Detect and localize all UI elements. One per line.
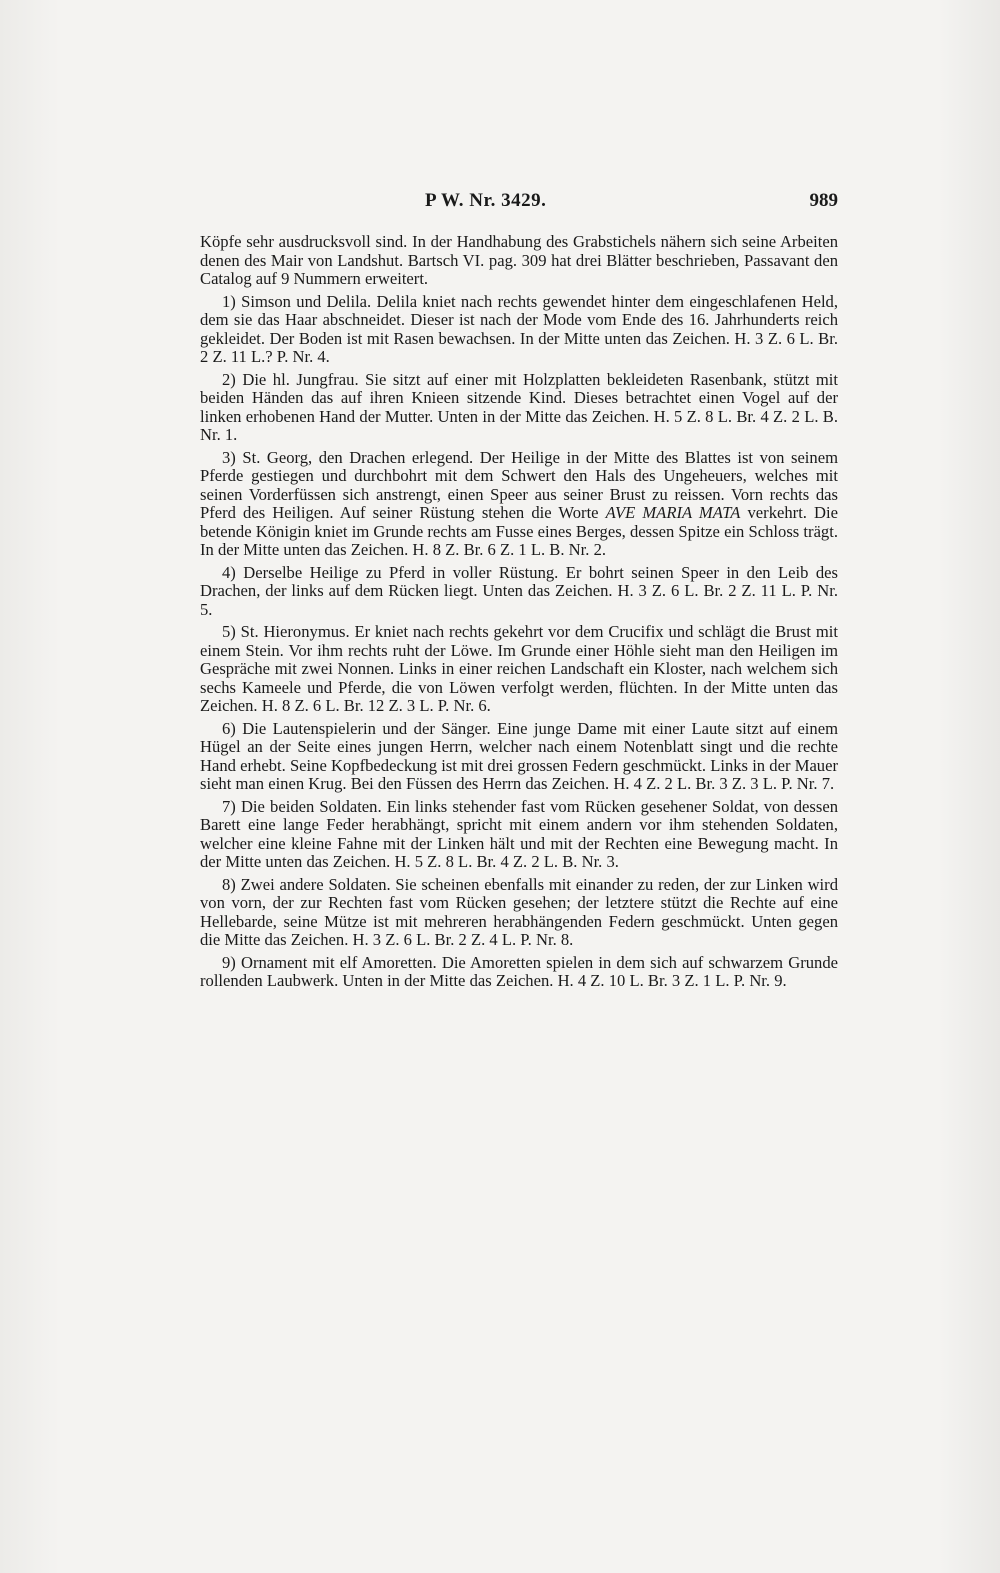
catalog-entry-3-part-2: verkehrt. Die betende Königin kniet im Grunde rechts am Fusse eines Berges, dessen Spitze ein Schloss trägt. In der Mitte unten das Zeichen. H. 8 Z. Br. 6 Z. 1 L. B. Nr. 2. bbox=[200, 503, 839, 559]
paragraph-intro: Köpfe sehr ausdrucksvoll sind. In der Handhabung des Grabstichels nähern sich seine Arbeiten denen des Mair von Landshut. Bartsch VI. pag. 309 hat drei Blätter beschrieben, Passavant den Catalog auf 9 Nummern erweitert. bbox=[200, 232, 838, 288]
page-header bbox=[200, 190, 838, 216]
catalog-entry-8: 8) Zwei andere Soldaten. Sie scheinen ebenfalls mit einander zu reden, der zur Linken wird von vorn, der zur Rechten fast vom Rücken gesehen; der letztere stützt die Rechte auf eine Hellebarde, seine Mütze ist mit mehreren herabhängenden Federn geschmückt. Unten gegen die Mitte das Zeichen. H. 3 Z. 6 L. Br. 2 Z. 4 L. P. Nr. 8. bbox=[200, 874, 838, 949]
inscription-text: AVE MARIA MATA bbox=[605, 503, 741, 522]
catalog-entry-4: 4) Derselbe Heilige zu Pferd in voller Rüstung. Er bohrt seinen Speer in den Leib des Drachen, der links auf dem Rücken liegt. Unten das Zeichen. H. 3 Z. 6 L. Br. 2 Z. 11 L. P. Nr. 5. bbox=[200, 562, 838, 619]
main-text bbox=[200, 233, 838, 995]
catalog-entry-3 bbox=[200, 449, 838, 560]
page-number: 989 bbox=[809, 190, 838, 211]
catalog-entry-7: 7) Die beiden Soldaten. Ein links stehender fast vom Rücken gesehener Soldat, von dessen Barett eine lange Feder herabhängt, spricht mit einem andern vor ihm stehenden Soldaten, welcher eine kleine Fahne mit der Linken hält und mit der Rechten eine Bewegung macht. In der Mitte unten das Zeichen. H. 5 Z. 8 L. Br. 4 Z. 2 L. B. Nr. 3. bbox=[200, 796, 838, 871]
catalog-entry-3-part-1: 3) St. Georg, den Drachen erlegend. Der Heilige in der Mitte des Blattes ist von seinem Pferde gestiegen und durchbohrt mit dem Schwert den Hals des Ungeheuers, welches mit seinen Vorderfüssen sich anstrengt, einen Speer aus seiner Brust zu reissen. Vorn rechts das Pferd des Heiligen. Auf seiner Rüstung stehen die Worte bbox=[200, 447, 838, 522]
catalog-entry-9: 9) Ornament mit elf Amoretten. Die Amoretten spielen in dem sich auf schwarzem Grunde rollenden Laubwerk. Unten in der Mitte das Zeichen. H. 4 Z. 10 L. Br. 3 Z. 1 L. P. Nr. 9. bbox=[200, 952, 838, 990]
catalog-entry-2: 2) Die hl. Jungfrau. Sie sitzt auf einer mit Holzplatten bekleideten Rasenbank, stützt mit beiden Händen das auf ihren Knieen sitzende Kind. Dieses betrachtet einen Vogel auf der linken erhobenen Hand der Mutter. Unten in der Mitte das Zeichen. H. 5 Z. 8 L. Br. 4 Z. 2 L. B. Nr. 1. bbox=[200, 369, 838, 444]
running-head: P W. Nr. 3429. bbox=[425, 190, 547, 211]
catalog-entry-6: 6) Die Lautenspielerin und der Sänger. Eine junge Dame mit einer Laute sitzt auf einem Hügel an der Seite eines jungen Herrn, welcher nach einem Notenblatt singt und die rechte Hand erhebt. Seine Kopfbedeckung ist mit drei grossen Federn geschmückt. Links in der Mauer sieht man einen Krug. Bei den Füssen des Herrn das Zeichen. H. 4 Z. 2 L. Br. 3 Z. 3 L. P. Nr. 7. bbox=[200, 718, 838, 793]
catalog-entry-5: 5) St. Hieronymus. Er kniet nach rechts gekehrt vor dem Crucifix und schlägt die Brust mit einem Stein. Vor ihm rechts ruht der Löwe. Im Grunde einer Höhle sieht man den Heiligen im Gespräche mit zwei Nonnen. Links in einer reichen Landschaft ein Kloster, nach welchem sich sechs Kameele und Pferde, die von Löwen verfolgt werden, flüchten. In der Mitte unten das Zeichen. H. 8 Z. 6 L. Br. 12 Z. 3 L. P. Nr. 6. bbox=[200, 622, 838, 715]
catalog-entry-1: 1) Simson und Delila. Delila kniet nach rechts gewendet hinter dem eingeschlafenen Held, dem sie das Haar abschneidet. Dieser ist nach der Mode vom Ende des 16. Jahrhunderts reich gekleidet. Der Boden ist mit Rasen bewachsen. In der Mitte unten das Zeichen. H. 3 Z. 6 L. Br. 2 Z. 11 L.? P. Nr. 4. bbox=[200, 291, 838, 366]
